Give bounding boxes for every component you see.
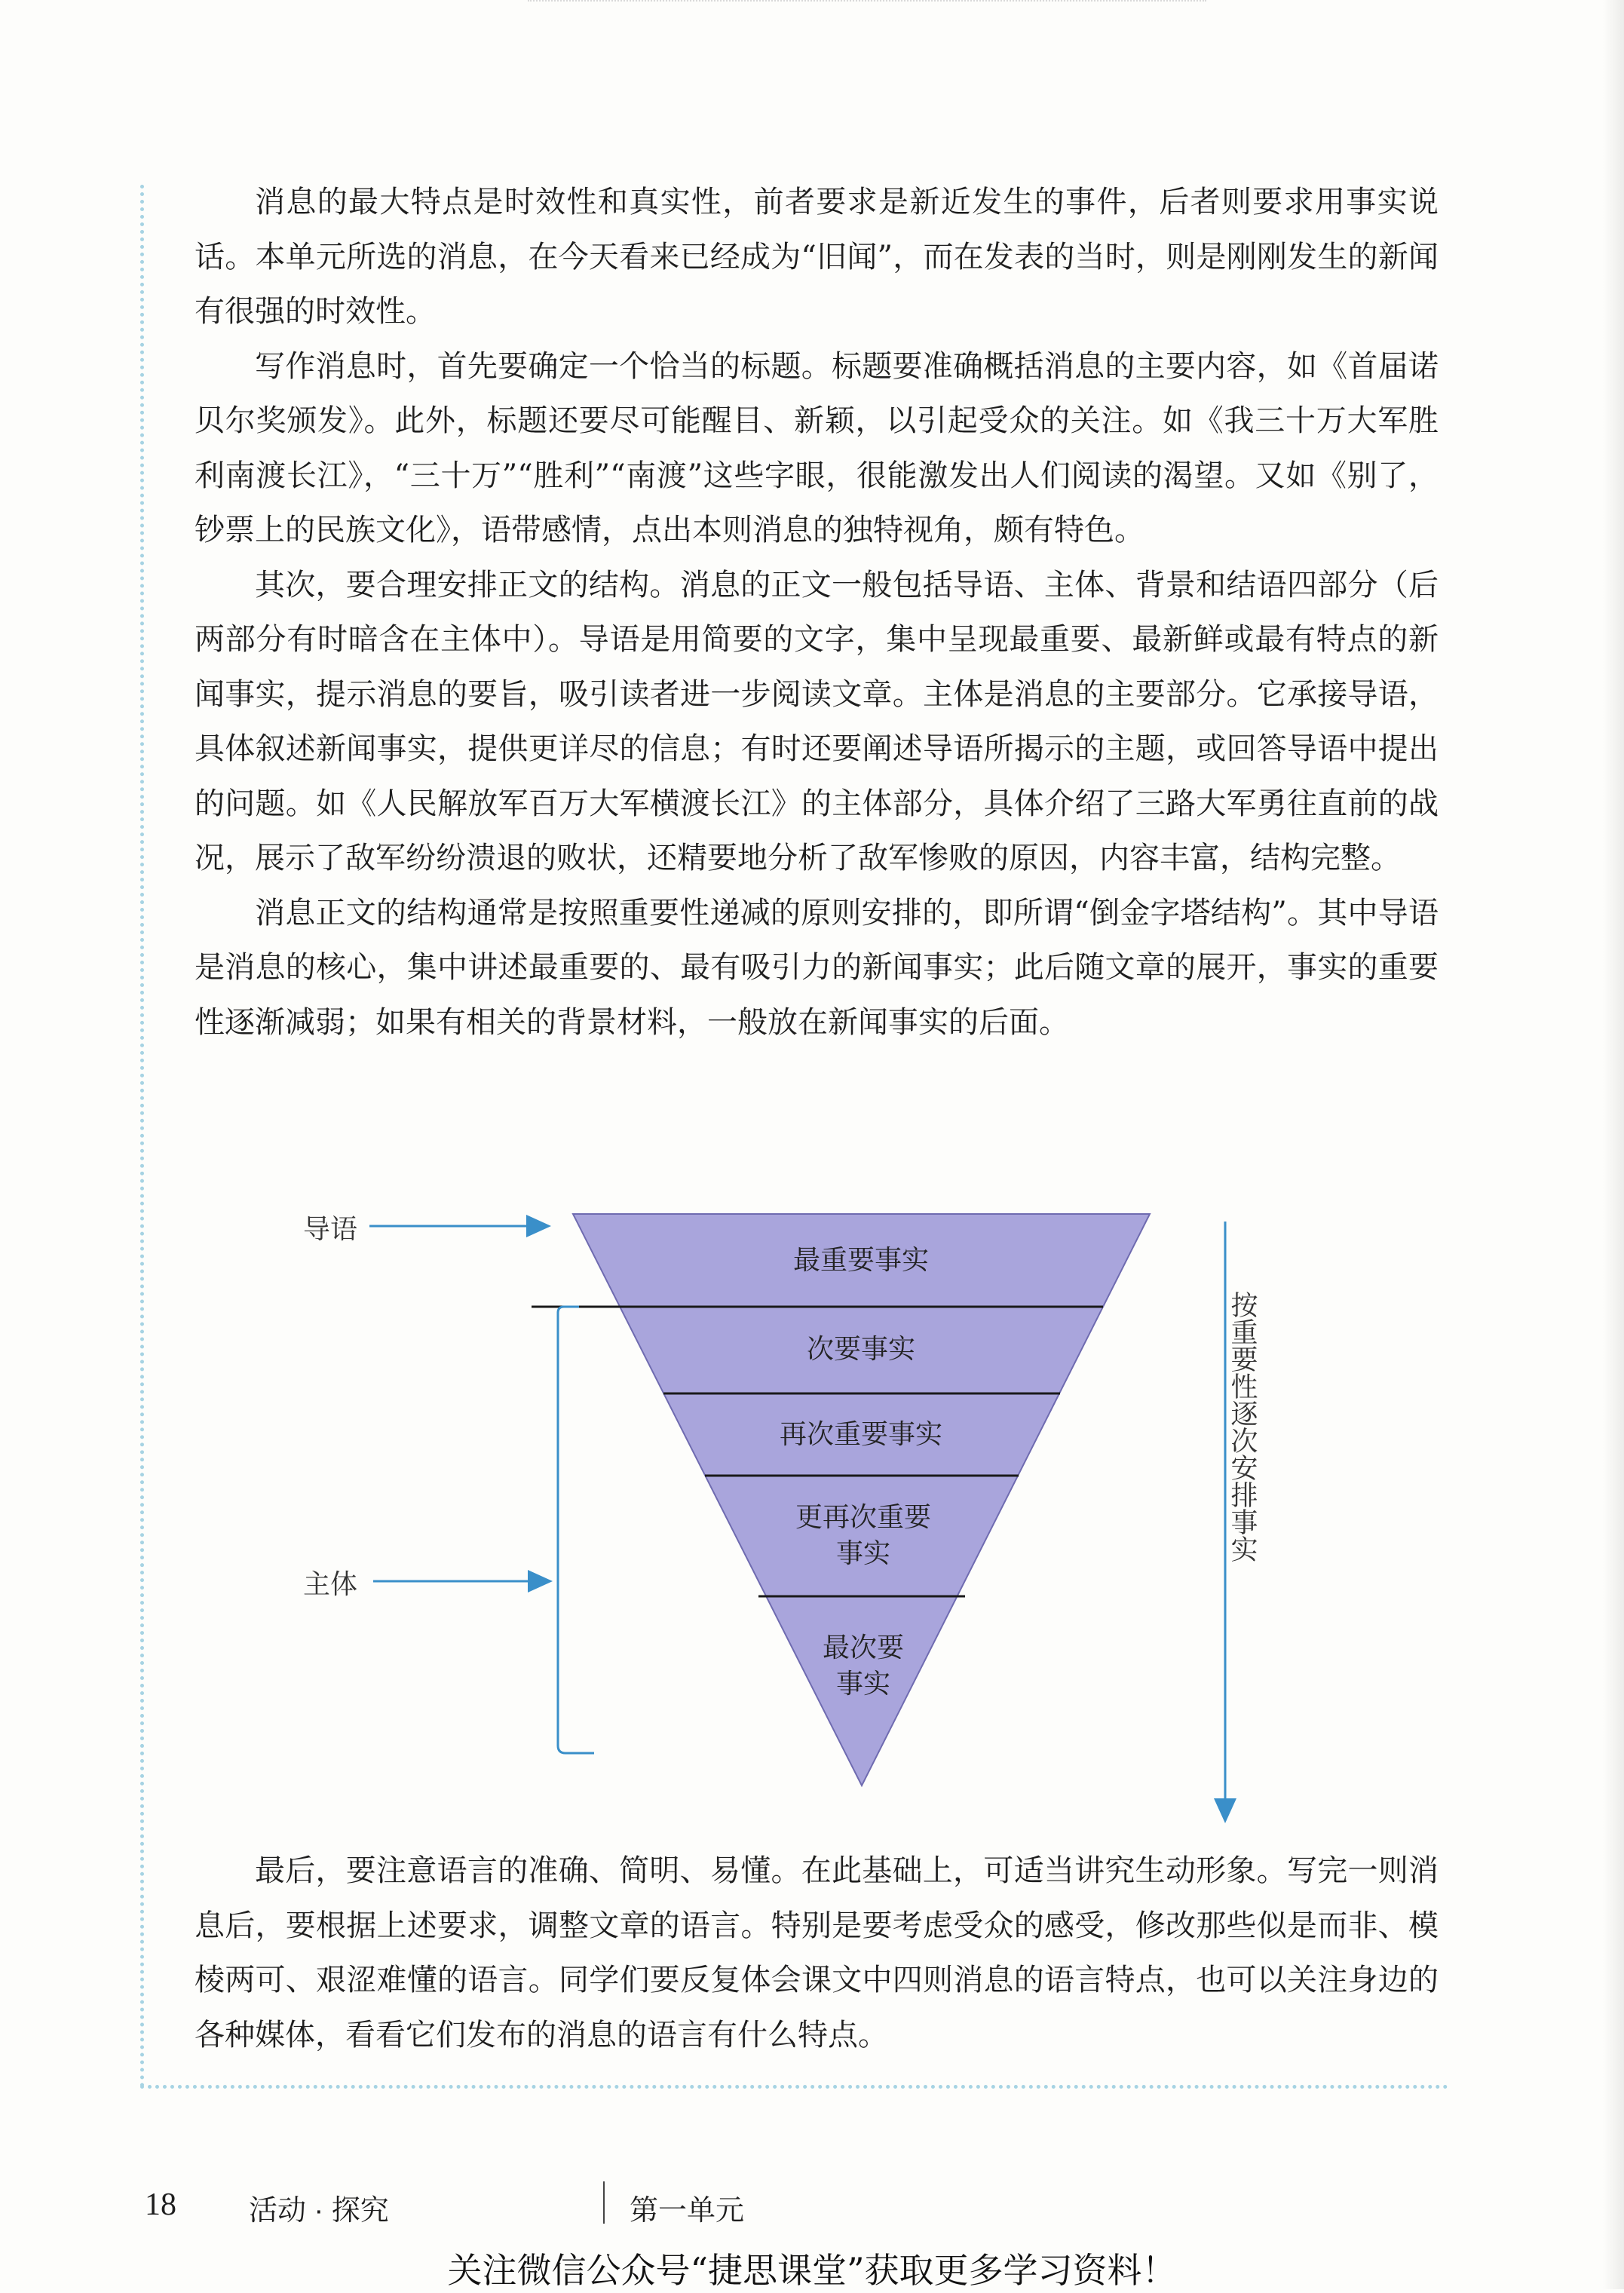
- paragraph-2: 写作消息时，首先要确定一个恰当的标题。标题要准确概括消息的主要内容，如《首届诺贝尔奖颁发》。此外，标题还要尽可能醒目、新颖，以引起受众的关注。如《我三十万大军胜利南渡长江》，“三十万”“胜利”“南渡”这些字眼，很能激发出人们阅读的渴望。又如《别了，钞票上的民族文化》，语带感情，点出本则消息的独特视角，颇有特色。: [195, 348, 1439, 547]
- body-text: [195, 175, 1439, 1050]
- layer-label: 最次要 事实: [822, 1632, 905, 1700]
- paragraph-1: 消息的最大特点是时效性和真实性，前者要求是新近发生的事件，后者则要求用事实说话。本单元所选的消息，在今天看来已经成为“旧闻”，而在发表的当时，则是刚刚发生的新闻有很强的时效性。: [195, 185, 1439, 329]
- body-label: 主体: [303, 1569, 358, 1600]
- scan-artifact: [528, 0, 1206, 6]
- footer-divider: [603, 2181, 605, 2224]
- watermark-text: 关注微信公众号“捷思课堂”获取更多学习资料！: [447, 2250, 1177, 2291]
- paragraph-4: 消息正文的结构通常是按照重要性递减的原则安排的，即所谓“倒金字塔结构”。其中导语是消息的核心，集中讲述最重要的、最有吸引力的新闻事实；此后随文章的展开，事实的重要性逐渐减弱；如果有相关的背景材料，一般放在新闻事实的后面。: [195, 895, 1439, 1040]
- unit-name: 第一单元: [630, 2195, 745, 2227]
- paragraph-5: 最后，要注意语言的准确、简明、易懂。在此基础上，可适当讲究生动形象。写完一则消息后，要根据上述要求，调整文章的语言。特别是要考虑受众的感受，修改那些似是而非、模棱两可、艰涩难懂的语言。同学们要反复体会课文中四则消息的语言特点，也可以关注身边的各种媒体，看看它们发布的消息的语言有什么特点。: [195, 1853, 1439, 2052]
- layer-label: 更再次重要 事实: [795, 1502, 932, 1569]
- paragraph-3: 其次，要合理安排正文的结构。消息的正文一般包括导语、主体、背景和结语四部分（后两部分有时暗含在主体中）。导语是用简要的文字，集中呈现最重要、最新鲜或最有特点的新闻事实，提示消息的要旨，吸引读者进一步阅读文章。主体是消息的主要部分。它承接导语，具体叙述新闻事实，提供更详尽的信息；有时还要阐述导语所揭示的主题，或回答导语中提出的问题。如《人民解放军百万大军横渡长江》的主体部分，具体介绍了三路大军勇往直前的战况，展示了敌军纷纷溃退的败状，还精要地分析了敌军惨败的原因，内容丰富，结构完整。: [195, 567, 1439, 875]
- lead-label: 导语: [303, 1214, 358, 1245]
- body-bracket: [558, 1307, 594, 1753]
- page-edge-shadow: [1603, 0, 1624, 2289]
- closing-text: [195, 1844, 1439, 2062]
- inverted-pyramid-diagram: [226, 1191, 1357, 1840]
- page-number: 18: [145, 2187, 176, 2222]
- section-name: 活动 · 探究: [249, 2195, 389, 2227]
- layer-label: 再次重要事实: [779, 1419, 943, 1450]
- pyramid-graphic: [226, 1191, 1357, 1840]
- layer-label: 次要事实: [806, 1334, 916, 1365]
- layer-label: 最重要事实: [792, 1245, 930, 1276]
- importance-order-label: 按重要性逐次安排事实: [1227, 1291, 1258, 1562]
